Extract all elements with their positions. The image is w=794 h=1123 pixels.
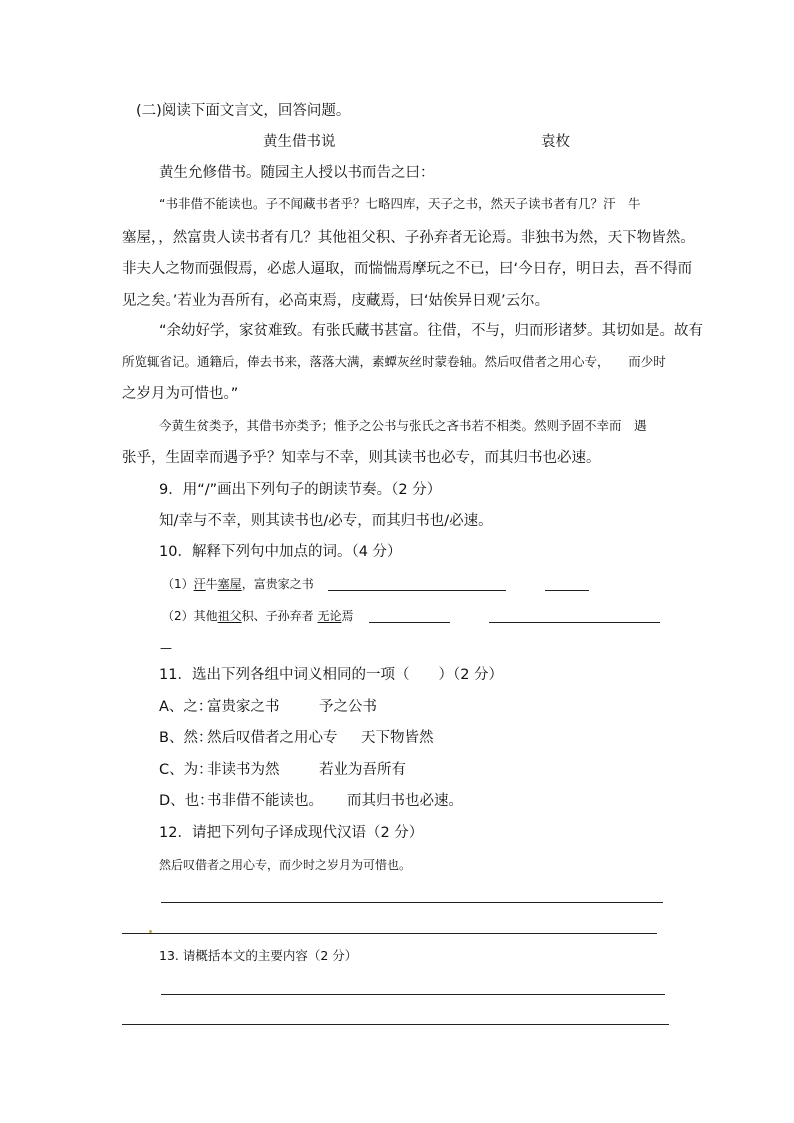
q10-trailing-dash: — <box>160 641 172 655</box>
q10-item1-mid: 牛 <box>205 577 218 591</box>
q11-option-b-label: B、然： <box>159 730 213 746</box>
q10-item2-number: （2） <box>162 609 194 623</box>
yellow-dot-mark <box>149 930 152 933</box>
q11-option-b-second: 天下物皆然 <box>361 730 434 746</box>
q11-option-c-second: 若业为吾所有 <box>319 762 406 778</box>
q13-prompt: 13. 请概括本文的主要内容（2 分） <box>159 948 358 963</box>
q11-option-c-first: 非读书为然 <box>207 762 280 778</box>
q12-prompt: 12．请把下列句子译成现代汉语（2 分） <box>159 825 424 841</box>
q10-item2-answer-blank-1[interactable] <box>369 622 450 623</box>
q11-option-d-first: 书非借不能读也。 <box>207 793 323 809</box>
q10-item1-word2: 塞屋 <box>217 577 242 591</box>
passage-p2-line1: “余幼好学，家贫难致。有张氏藏书甚富。往借，不与，归而形诸梦。其切如是。故有 <box>159 323 704 339</box>
q11-option-c-label: C、为： <box>159 762 213 778</box>
q10-item2-pre: 其他 <box>193 609 218 623</box>
q10-prompt: 10．解释下列句中加点的词。（4 分） <box>159 544 402 560</box>
q11-option-d-second: 而其归书也必速。 <box>347 793 463 809</box>
q11-option-a-label: A、之： <box>159 699 213 715</box>
passage-p3-line1: 今黄生贫类予，其借书亦类予；惟予之公书与张氏之吝书若不相类。然则予固不幸而 遇 <box>159 418 647 433</box>
q10-item2-mid: 积、子孙弃者 <box>241 609 318 623</box>
passage-p1-line4: 见之矣。’若业为吾所有，必高束焉，庋藏焉，曰‘姑俟异日观’云尔。 <box>122 293 550 309</box>
q13-answer-line-1[interactable] <box>161 994 665 995</box>
q10-item2-word1: 祖父 <box>217 609 242 623</box>
section-heading: (二)阅读下面文言文，回答问题。 <box>136 103 351 119</box>
q11-option-a-second: 予之公书 <box>319 699 377 715</box>
q11-option-b-first: 然后叹借者之用心专 <box>207 730 338 746</box>
q10-item2-word2: 无论 <box>317 609 342 623</box>
passage-title: 黄生借书说 <box>263 134 336 150</box>
passage-p1-line2: 塞屋，，然富贵人读书者有几？其他祖父积、子孙弃者无论焉。非独书为然，天下物皆然。 <box>122 230 695 246</box>
q12-answer-line-2[interactable] <box>122 933 657 934</box>
q11-option-a-first: 富贵家之书 <box>207 699 280 715</box>
q10-item1-word1: 汗 <box>193 577 206 591</box>
q10-item2 <box>162 610 354 622</box>
q10-item1 <box>162 578 314 590</box>
passage-p2-line3: 之岁月为可惜也。” <box>122 386 239 402</box>
q12-answer-line-1[interactable] <box>161 902 663 903</box>
passage-p1-line1: “书非借不能读也。子不闻藏书者乎？七略四库，天子之书，然天子读书者有几？汗 牛 <box>159 196 641 211</box>
q10-item1-rest: ，富贵家之书 <box>241 577 314 591</box>
q10-item1-answer-blank-2[interactable] <box>545 590 589 591</box>
q11-option-d-label: D、也： <box>159 793 214 809</box>
q10-item2-answer-blank-2[interactable] <box>489 622 660 623</box>
q9-sentence: 知/幸与不幸，则其读书也/必专，而其归书也/必速。 <box>159 513 493 529</box>
passage-intro: 黄生允修借书。随园主人授以书而告之曰： <box>159 165 435 181</box>
q13-answer-line-2[interactable] <box>122 1024 669 1025</box>
q10-item1-number: （1） <box>162 577 194 591</box>
q10-item1-answer-blank-1[interactable] <box>328 590 506 591</box>
passage-p3-line2: 张乎，生固幸而遇予乎？知幸与不幸，则其读书也必专，而其归书也必速。 <box>122 450 601 466</box>
q9-prompt: 9．用“/”画出下列句子的朗读节奏。（2 分） <box>159 482 442 498</box>
passage-p2-line2: 所览辄省记。通籍后，俸去书来，落落大满，素蟫灰丝时蒙卷轴。然后叹借者之用心专， 而少时 <box>122 354 666 369</box>
q10-item2-rest: 焉 <box>341 609 354 623</box>
passage-author: 袁枚 <box>541 134 570 150</box>
q11-prompt: 11．选出下列各组中词义相同的一项（ ）（2 分） <box>159 667 504 683</box>
q12-sentence: 然后叹借者之用心专，而少时之岁月为可惜也。 <box>159 858 412 872</box>
passage-p1-line3: 非夫人之物而强假焉，必虑人逼取，而惴惴焉摩玩之不已，曰‘今日存，明日去，吾不得而 <box>122 261 693 277</box>
